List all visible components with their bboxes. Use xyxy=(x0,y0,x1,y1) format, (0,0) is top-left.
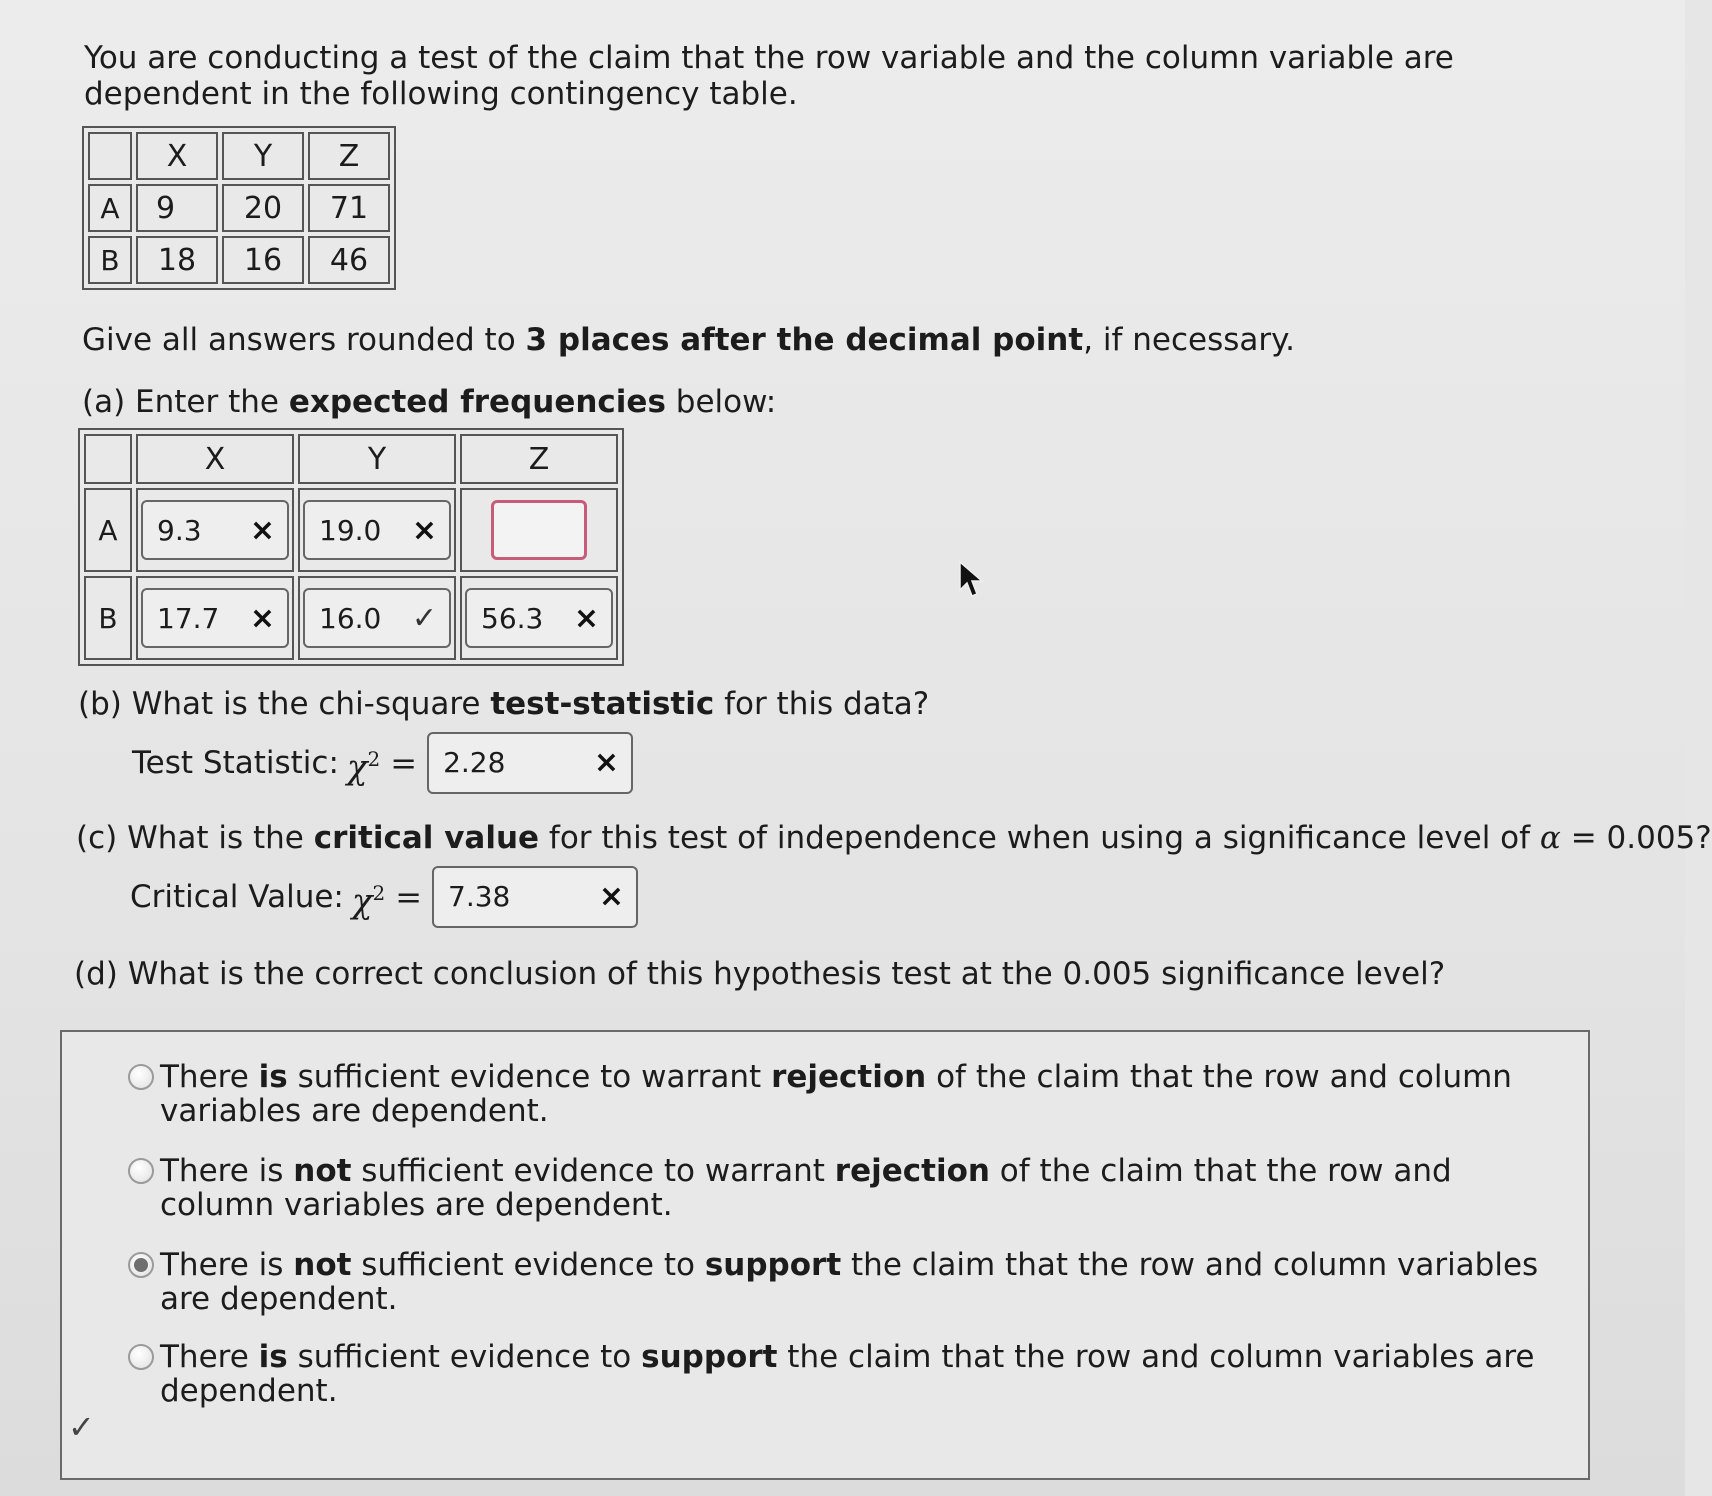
part-a-question xyxy=(82,384,776,420)
choice-bold: not xyxy=(293,1153,352,1189)
incorrect-icon: × xyxy=(249,600,275,636)
expected-input-BY[interactable] xyxy=(303,588,451,648)
radio-button[interactable] xyxy=(128,1064,154,1090)
part-a-bold: expected frequencies xyxy=(288,384,666,420)
expected-corner-cell xyxy=(84,434,132,484)
observed-table xyxy=(82,126,396,290)
observed-cell: 16 xyxy=(222,236,304,284)
choice-fragment: sufficient evidence to warrant xyxy=(287,1059,772,1095)
part-c-text-mid: for this test of independence when using a significance level of xyxy=(539,820,1540,856)
choice-option[interactable] xyxy=(128,1154,1568,1222)
mouse-cursor-icon xyxy=(958,560,988,600)
conclusion-choices xyxy=(60,1030,1590,1480)
expected-row-header: A xyxy=(84,488,132,572)
rounding-bold: 3 places after the decimal point xyxy=(525,322,1084,358)
choice-bold: is xyxy=(258,1059,288,1095)
part-b-question xyxy=(78,686,929,722)
intro-text: You are conducting a test of the claim that the row variable and the column variable are dependent in the following contingency table. xyxy=(84,40,1454,112)
part-c-text-end: = 0.005? xyxy=(1560,820,1712,856)
observed-row xyxy=(88,236,390,284)
incorrect-icon: × xyxy=(411,512,437,548)
choice-text xyxy=(160,1060,1568,1128)
chi-symbol xyxy=(351,875,386,922)
correct-icon: ✓ xyxy=(411,600,437,636)
choice-bold: support xyxy=(704,1247,842,1283)
observed-col-header: X xyxy=(136,132,218,180)
observed-row xyxy=(88,184,390,232)
choice-fragment: There xyxy=(160,1339,259,1375)
expected-input-AZ[interactable] xyxy=(491,500,587,560)
choice-bold: not xyxy=(293,1247,352,1283)
test-statistic-input[interactable] xyxy=(427,732,633,794)
radio-button[interactable] xyxy=(128,1158,154,1184)
expected-cell xyxy=(460,576,618,660)
input-value: 9.3 xyxy=(157,513,202,547)
critical-value-input[interactable] xyxy=(432,866,638,928)
rounding-text-end: , if necessary. xyxy=(1083,322,1295,358)
expected-row xyxy=(84,576,618,660)
incorrect-icon: × xyxy=(593,745,620,780)
observed-corner-cell xyxy=(88,132,132,180)
expected-cell xyxy=(136,576,294,660)
part-d-question: (d) What is the correct conclusion of this hypothesis test at the 0.005 significance level? xyxy=(74,956,1446,992)
observed-col-header: Z xyxy=(308,132,390,180)
choice-bold: support xyxy=(641,1339,778,1375)
expected-input-AX[interactable] xyxy=(141,500,289,560)
choice-bold: rejection xyxy=(834,1153,990,1189)
choice-fragment: There is xyxy=(160,1153,294,1189)
expected-col-header: Y xyxy=(298,434,456,484)
radio-button[interactable] xyxy=(128,1252,154,1278)
input-value: 7.38 xyxy=(448,880,511,913)
choice-fragment: There xyxy=(160,1059,259,1095)
chi-exponent: 2 xyxy=(372,880,386,905)
choice-fragment: sufficient evidence to warrant xyxy=(351,1153,835,1189)
choice-fragment: the claim that the row and column variables are dependent. xyxy=(160,1339,1535,1409)
critical-value-label: Critical Value: xyxy=(130,879,344,915)
equals-sign: = xyxy=(395,878,423,916)
input-value: 2.28 xyxy=(443,746,506,779)
choice-bold: rejection xyxy=(771,1059,927,1095)
expected-row-header: B xyxy=(84,576,132,660)
expected-cell xyxy=(136,488,294,572)
rounding-instructions xyxy=(82,322,1295,358)
part-c-question xyxy=(76,820,1712,856)
part-b-text: (b) What is the chi-square xyxy=(78,686,491,722)
choice-option[interactable] xyxy=(128,1248,1568,1316)
incorrect-icon: × xyxy=(249,512,275,548)
radio-button[interactable] xyxy=(128,1344,154,1370)
choice-text xyxy=(160,1248,1568,1316)
expected-row xyxy=(84,488,618,572)
observed-col-header: Y xyxy=(222,132,304,180)
observed-cell: 71 xyxy=(308,184,390,232)
part-c-text: (c) What is the xyxy=(76,820,314,856)
observed-cell: 20 xyxy=(222,184,304,232)
expected-col-header: X xyxy=(136,434,294,484)
choice-fragment: of the claim that the row and column variables are dependent. xyxy=(160,1059,1512,1129)
expected-header-row xyxy=(84,434,618,484)
observed-cell: 9 xyxy=(136,184,218,232)
part-a-text-end: below: xyxy=(665,384,777,420)
chi-symbol xyxy=(346,741,381,788)
expected-cell xyxy=(460,488,618,572)
expected-table xyxy=(78,428,624,666)
incorrect-icon: × xyxy=(598,879,625,914)
test-statistic-row xyxy=(132,732,633,794)
choice-bold: is xyxy=(258,1339,288,1375)
input-value: 17.7 xyxy=(157,601,220,635)
part-b-bold: test-statistic xyxy=(490,686,715,722)
choice-fragment: There is xyxy=(160,1247,294,1283)
choice-fragment: the claim that the row and column variables are dependent. xyxy=(160,1247,1539,1317)
expected-col-header: Z xyxy=(460,434,618,484)
chi-exponent: 2 xyxy=(367,746,381,771)
part-c-bold: critical value xyxy=(313,820,540,856)
test-statistic-label: Test Statistic: xyxy=(132,745,339,781)
observed-cell: 46 xyxy=(308,236,390,284)
rounding-text: Give all answers rounded to xyxy=(82,322,526,358)
choice-option[interactable] xyxy=(128,1340,1568,1408)
correct-check-icon: ✓ xyxy=(68,1408,95,1446)
observed-row-header: B xyxy=(88,236,132,284)
part-b-text-end: for this data? xyxy=(714,686,930,722)
choice-text xyxy=(160,1340,1568,1408)
observed-cell: 18 xyxy=(136,236,218,284)
expected-input-BX[interactable] xyxy=(141,588,289,648)
expected-input-AY[interactable] xyxy=(303,500,451,560)
critical-value-row xyxy=(130,866,638,928)
expected-input-BZ[interactable] xyxy=(465,588,613,648)
input-value: 56.3 xyxy=(481,601,544,635)
input-value: 16.0 xyxy=(319,601,382,635)
expected-cell xyxy=(298,488,456,572)
observed-header-row xyxy=(88,132,390,180)
expected-cell xyxy=(298,576,456,660)
choice-fragment: sufficient evidence to xyxy=(351,1247,705,1283)
equals-sign: = xyxy=(390,744,418,782)
chi-letter: χ xyxy=(351,881,373,922)
choice-fragment: sufficient evidence to xyxy=(287,1339,642,1375)
part-a-text: (a) Enter the xyxy=(82,384,289,420)
incorrect-icon: × xyxy=(573,600,599,636)
alpha-symbol: α xyxy=(1539,820,1561,856)
choice-fragment: of the claim that the row and column variables are dependent. xyxy=(160,1153,1452,1223)
chi-letter: χ xyxy=(346,747,368,788)
input-value: 19.0 xyxy=(319,513,382,547)
choice-option[interactable] xyxy=(128,1060,1568,1128)
observed-row-header: A xyxy=(88,184,132,232)
choice-text xyxy=(160,1154,1568,1222)
